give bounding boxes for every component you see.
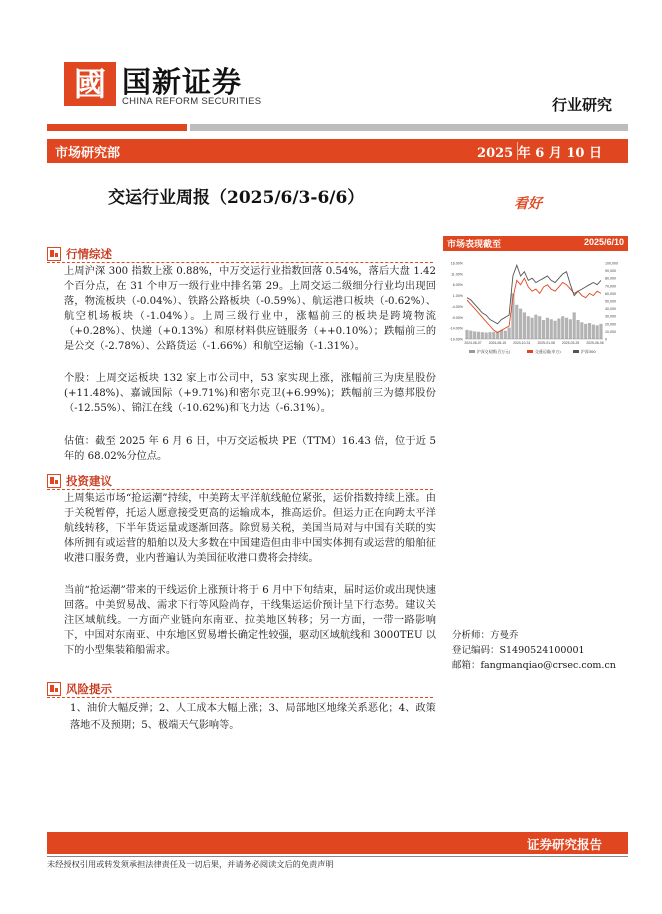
volume-bar [485,333,488,339]
section-advice-header [47,473,112,489]
volume-bar [592,325,595,339]
market-paragraph-1: 上周沪深 300 指数上涨 0.88%，中万交运行业指数回落 0.54%，落后大盘 1.42 个百分点，在 31 个申万一级行业中排名第 29。上周交运二级细分行业均出现回落，物流板块（-0.04%）、铁路公路板块（-0.59%）、航运港口板块（-0.62%）、航空机场板块（-1.04%）。上周三级行业中，涨幅前三的板块是跨境物流（+0.28%）、快递（+0.13%）和原材料供应链服务（++0.10%）；跌幅前三的是公交（-2.78%）、公路货运（-1.66%）和航空运输（-1.31%）。 [64,266,436,352]
department-label: 市场研究部 [55,146,121,161]
section-title: 投资建议 [66,474,112,488]
y2-tick-label: 80,000 [605,276,616,281]
advice-paragraph-1: 上周集运市场“抢运潮”持续，中美跨太平洋航线舱位紧张，运价指数持续上涨。由于关税暂停，托运人愿意接受更高的运输成本，推高运价。但运力正在向跨太平洋航线转移，下半年货运量或逐渐回落。除贸易关税，美国当局对与中国有关联的实体所拥有或运营的船舶以及大多数在中国建造但由非中国实体拥有或运营的船舶征收港口服务费，业内普遍认为美国征收港口费将会持续。 [64,493,436,564]
volume-bar [588,323,591,339]
y-tick-label: 1.00% [452,294,463,299]
analyst-registration: 登记编码：S1490524100001 [452,645,585,656]
x-tick-label: 2025-01-08 [537,341,555,345]
market-performance-chart [443,253,628,359]
y-tick-label: 11.00% [451,272,463,277]
section-divider [47,489,433,490]
section-title: 行情综述 [66,247,112,261]
company-logo: 國 [64,62,116,106]
legend-swatch [573,350,579,353]
y2-tick-label: 20,000 [605,322,616,327]
volume-bar [553,321,556,339]
market-paragraph-2: 个股：上周交运板块 132 家上市公司中，53 家实现上涨，涨幅前三为庚星股份(+11.48%)、嘉诚国际（+9.71%)和密尔克卫(+6.99%)；跌幅前三为德邦股份（-12.55%）、锦江在线（-10.62%)和飞力达（-6.31%）。 [64,373,436,414]
volume-bar [477,332,480,339]
report-title: 交运行业周报（2025/6/3-6/6） [108,188,365,208]
volume-bar [465,330,468,339]
volume-bar [550,319,553,339]
advice-paragraph-2: 当前“抢运潮”带来的干线运价上涨预计将于 6 月中下旬结束，届时运价或出现快速回落。中美贸易战、需求下行等风险尚存，干线集运运价预计呈下行态势。建议关注区域航线。一方面产业链向东南亚、拉美地区转移；另一方面，一带一路影响下，中国对东南亚、中东地区贸易增长确定性较强，驱动区域航线和 3000TEU 以下的小型集装箱船需求。 [64,585,436,656]
footer-label: 证券研究报告 [526,837,602,852]
risk-paragraph: 1、油价大幅反弹；2、人工成本大幅上涨；3、局部地区地缘关系恶化；4、政策落地不及预期；5、极端天气影响等。 [70,703,436,731]
chart-svg [443,253,628,359]
y2-tick-label: 70,000 [605,284,616,289]
volume-bar [557,318,560,339]
volume-bar [596,325,599,339]
volume-bar [584,324,587,339]
volume-bar [488,332,491,339]
volume-bar [561,316,564,339]
y-tick-label: -9.00% [451,315,463,320]
volume-bar [508,328,511,339]
section-risk-header [47,681,112,697]
volume-bar [481,332,484,339]
y2-tick-label: 60,000 [605,291,616,296]
y2-tick-label: 90,000 [605,269,616,274]
market-performance-header [443,236,628,251]
market-paragraph-3: 估值：截至 2025 年 6 月 6 日，中万交运板块 PE（TTM）16.43 倍，位于近 5 年的 68.02%分位点。 [64,436,436,462]
y-tick-label: 16.00% [450,261,463,266]
y-tick-label: -19.00% [449,337,463,342]
volume-bar [599,324,602,339]
y2-tick-label: 100,000 [605,261,618,266]
legend-swatch [527,350,533,353]
chart-heading: 市场表现截至 [447,240,502,250]
legend-label: 交通运输(申万) [535,349,561,355]
chart-icon [47,682,61,696]
volume-bar [527,316,530,339]
footer-rule [47,856,628,857]
volume-bar [469,331,472,339]
volume-bar [576,320,579,339]
section-divider [47,262,433,263]
volume-bar [580,322,583,339]
volume-bar [538,316,541,339]
volume-bar [523,312,526,339]
y2-tick-label: 50,000 [605,299,616,304]
analyst-name: 分析师：方曼乔 [452,630,519,641]
department-bar [47,139,628,163]
volume-bar [573,312,576,339]
footer-bar [47,832,628,854]
volume-bar [504,331,507,339]
company-name-en: CHINA REFORM SECURITIES [122,96,262,107]
volume-bar [531,318,534,339]
volume-bar [565,318,568,339]
volume-bar [492,332,495,339]
volume-bar [534,315,537,339]
company-name: 国新证券 [122,65,243,99]
y-tick-label: -14.00% [449,326,463,331]
chart-icon [47,474,61,488]
section-divider [47,697,433,698]
report-type: 行业研究 [551,96,612,114]
report-date: 2025 年 6 月 10 日 [477,146,602,161]
chart-date: 2025/6/10 [583,237,624,247]
y2-tick-label: 0 [605,337,607,342]
x-tick-label: 2024-06-07 [464,341,482,345]
volume-bar [515,305,518,339]
legend-label: 沪深300 [581,349,596,355]
x-tick-label: 2024-08-15 [488,341,507,345]
volume-bar [542,320,545,339]
y2-tick-label: 10,000 [605,329,616,334]
legend-swatch [469,350,475,353]
x-tick-label: 2025-03-25 [561,341,580,345]
y2-tick-label: 40,000 [605,307,616,312]
volume-bar [519,309,522,339]
header-rule-accent [47,124,187,131]
y2-tick-label: 30,000 [605,314,616,319]
volume-bar [546,318,549,339]
disclaimer: 未经授权引用或转发须承担法律责任及一切后果，并请务必阅读文后的免责声明 [47,859,334,869]
legend-label: 沪深交易额(百万元) [477,349,511,355]
rating-badge: 看好 [514,196,542,212]
volume-bar [569,319,572,339]
section-market-header [47,246,112,262]
analyst-info [452,628,616,673]
header-rule [190,124,628,131]
analyst-email: 邮箱：fangmanqiao@crsec.com.cn [452,660,616,671]
volume-bar [473,331,476,339]
chart-icon [47,247,61,261]
y-tick-label: -4.00% [451,304,463,309]
y-tick-label: 6.00% [452,283,463,288]
x-tick-label: 2025-06-06 [586,341,604,345]
x-tick-label: 2024-10-31 [513,341,531,345]
section-title: 风险提示 [66,682,112,696]
